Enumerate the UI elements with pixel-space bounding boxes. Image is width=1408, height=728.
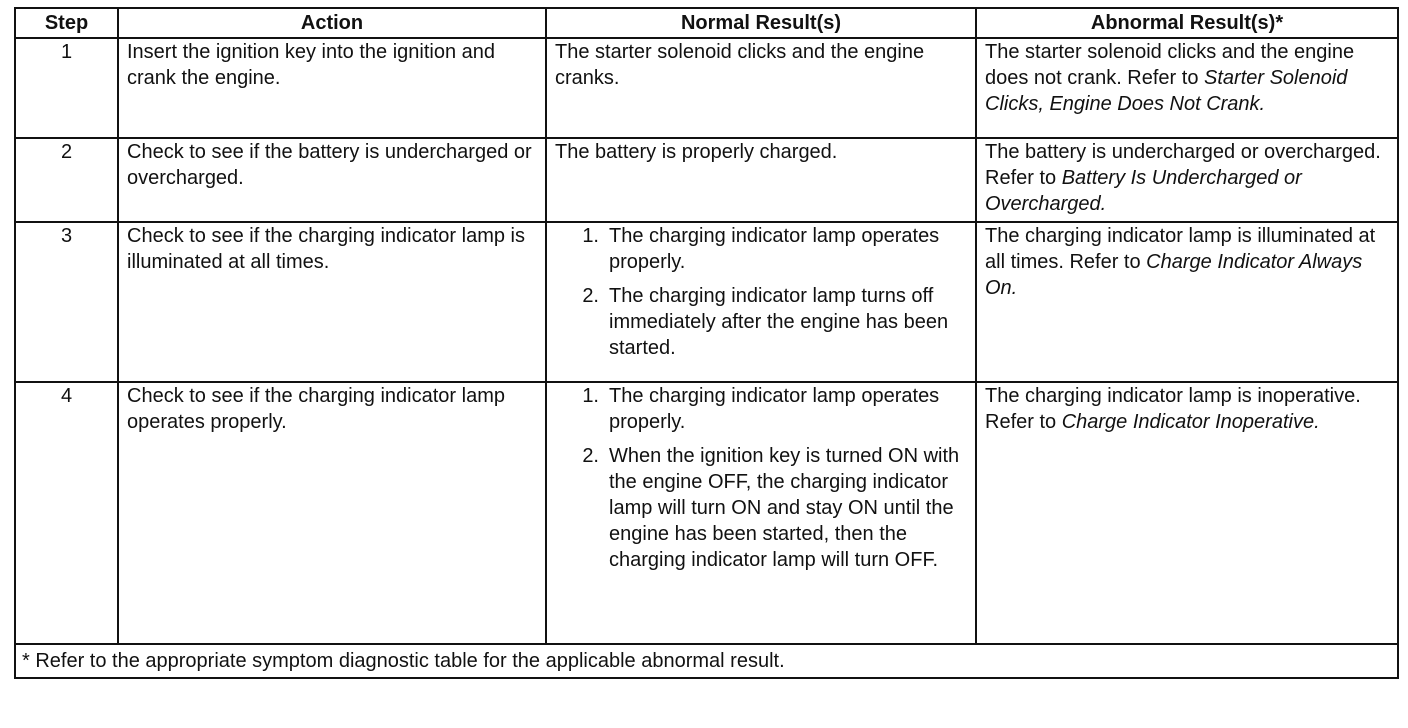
header-abnormal-results: Abnormal Result(s)*: [976, 8, 1398, 38]
abnormal-result-text: The starter solenoid clicks and the engine does not crank. Refer to: [985, 41, 1355, 89]
header-normal-results: Normal Result(s): [546, 8, 976, 38]
diagnostic-page: [14, 7, 1397, 679]
diagnostic-table: [14, 7, 1399, 679]
list-item: [555, 223, 967, 275]
action-cell: Insert the ignition key into the ignition and crank the engine.: [118, 38, 546, 138]
list-item: [555, 383, 967, 435]
list-item: [555, 283, 967, 361]
table-footnote: * Refer to the appropriate symptom diagnostic table for the applicable abnormal result.: [15, 644, 1398, 678]
abnormal-result-text: The charging indicator lamp is illuminated at all times. Refer to: [985, 225, 1376, 273]
action-cell: Check to see if the battery is undercharged or overcharged.: [118, 138, 546, 222]
header-step: Step: [15, 8, 118, 38]
step-number: 3: [15, 222, 118, 382]
abnormal-result-text: The charging indicator lamp is inoperative. Refer to: [985, 385, 1361, 433]
step-number: 2: [15, 138, 118, 222]
normal-result-list: [555, 383, 967, 573]
abnormal-result-reference: Charge Indicator Always On.: [985, 251, 1363, 299]
abnormal-result-reference: Battery Is Undercharged or Overcharged.: [985, 167, 1302, 215]
abnormal-result-cell: [976, 38, 1398, 138]
table-row: [15, 382, 1398, 644]
list-item-number: 1.: [582, 225, 599, 247]
list-item-text: The charging indicator lamp operates properly.: [609, 225, 940, 273]
list-item-text: The charging indicator lamp operates properly.: [609, 385, 940, 433]
list-item-number: 2.: [582, 285, 599, 307]
list-item-text: When the ignition key is turned ON with the engine OFF, the charging indicator lamp will turn ON and stay ON until the engine has been started, then the charging indicator lamp will turn OFF.: [609, 445, 960, 571]
footnote-row: [15, 644, 1398, 678]
header-action: Action: [118, 8, 546, 38]
table-row: [15, 38, 1398, 138]
list-item: [555, 443, 967, 573]
action-cell: Check to see if the charging indicator lamp is illuminated at all times.: [118, 222, 546, 382]
list-item-number: 2.: [582, 445, 599, 467]
abnormal-result-reference: Starter Solenoid Clicks, Engine Does Not Crank.: [985, 67, 1348, 115]
abnormal-result-reference: Charge Indicator Inoperative.: [1061, 411, 1320, 433]
abnormal-result-cell: [976, 138, 1398, 222]
list-item-number: 1.: [582, 385, 599, 407]
abnormal-result-cell: [976, 222, 1398, 382]
normal-result-cell: [546, 382, 976, 644]
action-cell: Check to see if the charging indicator lamp operates properly.: [118, 382, 546, 644]
abnormal-result-cell: [976, 382, 1398, 644]
table-row: [15, 222, 1398, 382]
abnormal-result-text: The battery is undercharged or overcharged. Refer to: [985, 141, 1381, 189]
list-item-text: The charging indicator lamp turns off immediately after the engine has been started.: [609, 285, 949, 359]
step-number: 1: [15, 38, 118, 138]
normal-result-cell: [546, 222, 976, 382]
table-row: [15, 138, 1398, 222]
normal-result-cell: The starter solenoid clicks and the engine cranks.: [546, 38, 976, 138]
normal-result-list: [555, 223, 967, 361]
step-number: 4: [15, 382, 118, 644]
normal-result-cell: The battery is properly charged.: [546, 138, 976, 222]
table-header-row: [15, 8, 1398, 38]
